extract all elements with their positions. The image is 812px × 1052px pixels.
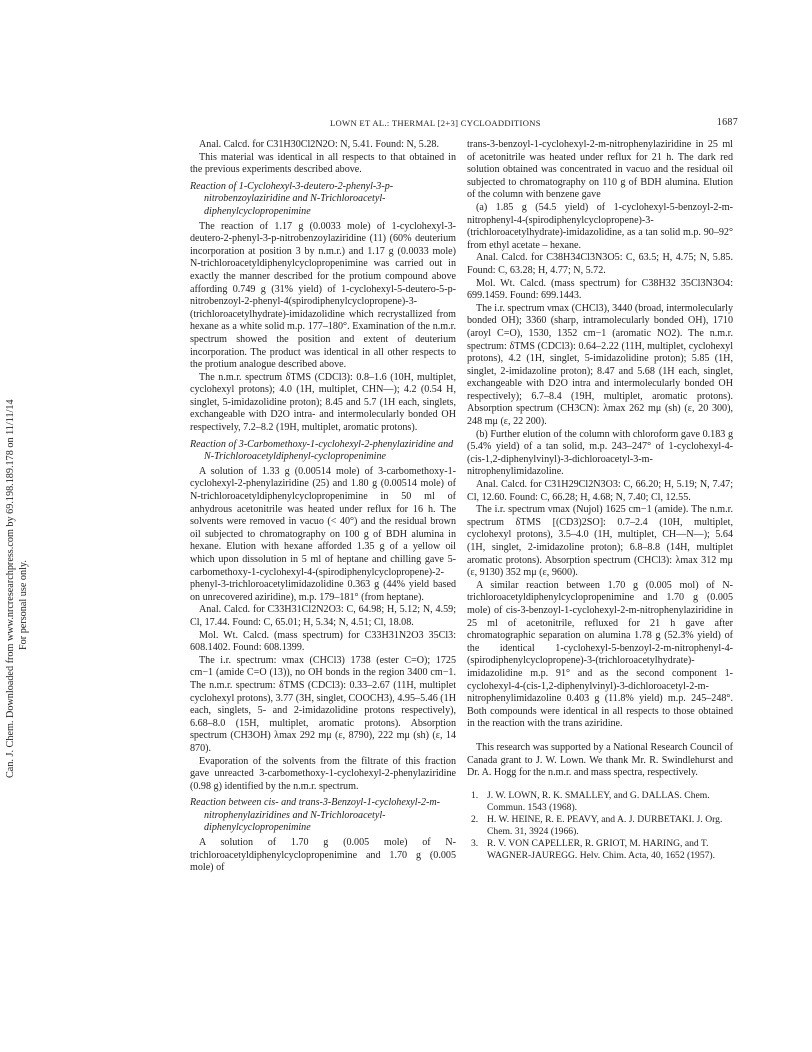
reference-text: J. W. LOWN, R. K. SMALLEY, and G. DALLAS. Chem. Commun. 1543 (1968). (487, 789, 710, 813)
running-head: LOWN ET AL.: THERMAL [2+3] CYCLOADDITIONS (330, 118, 541, 128)
paragraph: Mol. Wt. Calcd. (mass spectrum) for C38H32 35Cl3N3O4: 699.1459. Found: 699.1443. (467, 277, 733, 302)
section-heading: Reaction of 3-Carbomethoxy-1-cyclohexyl-2-phenylaziridine and N-Trichloroacetyldiphenyl-cyclopropenimine (190, 438, 454, 463)
paragraph: This material was identical in all respects to that obtained in the previous experiments described above. (190, 151, 456, 176)
reference-item (467, 790, 733, 814)
paragraph: Anal. Calcd. for C31H29Cl2N3O3: C, 66.20; H, 5.19; N, 7.47; Cl, 12.60. Found: C, 66.28; H, 4.68; N, 7.40; Cl, 12.55. (467, 479, 733, 503)
paragraph: (b) Further elution of the column with chloroform gave 0.183 g (5.4% yield) of a tan solid, m.p. 243–247° of 1-cyclohexyl-4-(cis-1,2-diphenylvinyl)-3-dichloroacetyl-3-m-nitrophenylimidazoline. (467, 428, 733, 478)
page-header (178, 118, 738, 132)
reference-text: H. W. HEINE, R. E. PEAVY, and A. J. DURBETAKI. J. Org. Chem. 31, 3924 (1966). (487, 813, 723, 837)
paragraph: (a) 1.85 g (54.5 yield) of 1-cyclohexyl-5-benzoyl-2-m-nitrophenyl-4-(spirodiphenylcyclopropene)-3-(trichloroacetylhydrate)-imidazolidine, as a tan solid m.p. 90–92° from ethyl acetate – hexane. (467, 201, 733, 251)
paragraph: trans-3-benzoyl-1-cyclohexyl-2-m-nitrophenylaziridine in 25 ml of acetonitrile was heated under reflux for 21 h. The dark red solution obtained was concentrated in vacuo and the residual oil subjected to chromatography on 110 g of BDH alumina. Elution of the column with benzene gave (467, 139, 733, 201)
paragraph: The i.r. spectrum νmax (CHCl3), 3440 (broad, intermolecularly bonded OH); 3360 (sharp, intramolecularly bonded OH), 1710 (aroyl C=O), 1530, 1352 cm−1 (aromatic NO2). The n.m.r. spectrum: δTMS (CDCl3): 0.64–2.22 (11H, multiplet, cyclohexyl protons), 4.2 (1H, singlet, 5-imidazolidine proton); 5.85 (1H, singlet, 2-imidazoline proton); 8.47 and 5.68 (1H each, singlet, exchangeable with D2O intra and intermolecularly bonded OH respectively); 6.7–8.4 (19H, multiplet, aromatic protons). Absorption spectrum (CH3CN): λmax 262 mμ (sh) (ε, 20 300), 248 mμ (ε, 22 200). (467, 302, 733, 428)
left-column (190, 139, 456, 875)
paragraph: The i.r. spectrum: νmax (CHCl3) 1738 (ester C=O); 1725 cm−1 (amide C=O (13)), no OH bonds in the region 3400 cm−1. The n.m.r. spectrum: δTMS (CDCl3): 0.33–2.67 (11H, multiplet cyclohexyl protons), 3.77 (3H, singlet, COOCH3), 4.95–5.46 (1H each, singlets, 5- and 2-imidazolidine protons respectively), 6.68–8.0 (15H, multiplet, aromatic protons). Absorption spectrum (CH3OH) λmax 292 mμ (ε, 8790), 222 mμ (sh) (ε, 14 870). (190, 654, 456, 754)
acknowledgement: This research was supported by a National Research Council of Canada grant to J. W. Lown. We thank Mr. R. Swindlehurst and Dr. A. Hogg for the n.m.r. and mass spectra, respectively. (467, 741, 733, 779)
reference-item (467, 838, 733, 862)
download-watermark (4, 0, 34, 778)
paragraph: A similar reaction between 1.70 g (0.005 mol) of N-trichloroacetyldiphenylcyclopropenimine and 1.70 g (0.005 mole) of cis-3-benzoyl-1-cyclohexyl-2-m-nitrophenylaziridine in 25 ml of acetonitrile, refluxed for 21 h gave after chromatographic separation on alumina 1.78 g (52.3% yield) of the identical 1-cyclohexyl-5-benzoyl-2-m-nitrophenyl-4-(spirodiphenylcyclopropene)-3-(trichloroacetylhydrate)-imidazolidine m.p. 91° and as the second component 1-cyclohexyl-4-(cis-1,2-diphenylvinyl)-3-dichloroacetyl-2-m-nitrophenylimidazoline 0.403 g (11.8% yield) m.p. 245–248°. Both compounds were identical in all respects to those obtained in the reaction with the trans aziridine. (467, 579, 733, 730)
paragraph: Evaporation of the solvents from the filtrate of this fraction gave unreacted 3-carbomethoxy-1-cyclohexyl-2-phenylaziridine (0.98 g) identified by the n.m.r. spectrum. (190, 755, 456, 792)
reference-list (467, 790, 733, 862)
paragraph: The n.m.r. spectrum δTMS (CDCl3): 0.8–1.6 (10H, multiplet, cyclohexyl protons); 4.0 (1H, multiplet, CHN—); 4.2 (0.54 H, singlet, 5-imidazolidine proton); 8.45 and 5.7 (1H each, singlets, exchangeable with D2O intra- and intermolecularly bonded OH respectively, 7.2–8.2 (19H, multiplet, aromatic protons). (190, 371, 456, 434)
reference-number: 1. (471, 789, 479, 801)
page-number: 1687 (716, 117, 738, 128)
watermark-line-source: Can. J. Chem. Downloaded from www.nrcresearchpress.com by 69.198.189.178 on 11/11/14 (5, 399, 16, 778)
section-heading: Reaction of 1-Cyclohexyl-3-deutero-2-phenyl-3-p-nitrobenzoylaziridine and N-Trichloroacetyl-diphenylcyclopropenimine (190, 180, 394, 217)
reference-number: 2. (471, 813, 479, 825)
paragraph: A solution of 1.70 g (0.005 mole) of N-trichloroacetyldiphenylcyclopropenimine and 1.70 g (0.005 mole) of (190, 837, 456, 874)
paragraph: The i.r. spectrum νmax (Nujol) 1625 cm−1 (amide). The n.m.r. spectrum δTMS [(CD3)2SO]: 0.7–2.4 (10H, multiplet, cyclohexyl protons), 3.5–4.0 (1H, multiplet, CH—N—); 5.64 (1H, singlet, 2-imidazoline proton); 6.8–8.8 (14H, multiplet aromatic protons). Absorption spectrum (CHCl3): λmax 312 mμ (ε, 9130) 352 mμ (ε, 9600). (467, 504, 733, 579)
paragraph: Anal. Calcd. for C38H34Cl3N3O5: C, 63.5; H, 4.75; N, 5.85. Found: C, 63.28; H, 4.77; N, 5.72. (467, 252, 733, 276)
paragraph: Anal. Calcd. for C31H30Cl2N2O: N, 5.41. Found: N, 5.28. (199, 139, 439, 150)
watermark-line-personal-use: For personal use only. (18, 560, 29, 650)
reference-text: R. V. VON CAPELLER, R. GRIOT, M. HARING, and T. WAGNER-JAUREGG. Helv. Chim. Acta, 40, 1652 (1957). (487, 837, 716, 861)
reference-number: 3. (471, 837, 479, 849)
section-heading: Reaction between cis- and trans-3-Benzoyl-1-cyclohexyl-2-m-nitrophenylaziridines and N-Trichloroacetyl-diphenylcyclopropenimine (190, 797, 441, 834)
right-column (467, 139, 733, 862)
paragraph: A solution of 1.33 g (0.00514 mole) of 3-carbomethoxy-1-cyclohexyl-2-phenylaziridine (25) and 1.80 g (0.00514 mole) of N-trichloroacetyldiphenylcyclopropenimine in 50 ml of anhydrous acetonitrile was heated under reflux for 16 h. The solvents were removed in vacuo (< 40°) and the residual brown oil subjected to chromatography on 100 g of BDH alumina in hexane. Elution with hexane afforded 1.35 g of a yellow oil which upon dissolution in 5 ml of heptane and chilling gave 5-carbomethoxy-1-cyclohexyl-4-(spirodiphenylcyclopropene)-2-phenyl-3-trichloroacetylimidazolidine 0.363 g (44% yield based on unrecovered aziridine), m.p. 179–181° (from heptane). (190, 465, 456, 603)
paragraph: Mol. Wt. Calcd. (mass spectrum) for C33H31N2O3 35Cl3: 608.1402. Found: 608.1399. (190, 629, 456, 654)
paragraph: Anal. Calcd. for C33H31Cl2N2O3: C, 64.98; H, 5.12; N, 4.59; Cl, 17.44. Found: C, 65.01; H, 5.34; N, 4.51; Cl, 18.08. (190, 604, 456, 628)
paragraph: The reaction of 1.17 g (0.0033 mole) of 1-cyclohexyl-3-deutero-2-phenyl-3-p-nitrobenzoylaziridine (11) (60% deuterium incorporation at position 3 by n.m.r.) and 1.17 g (0.0033 mole) N-trichloroacetyldiphenylcyclopropenimine was carried out in exactly the manner described for the protium compound above affording 0.749 g (31% yield) of 1-cyclohexyl-5-deutero-5-p-nitrobenzoyl-2-phenyl-4(spirodiphenylcyclopropene)-3-(trichloroacetylhydrate)-imidazolidine which recrystallized from hexane as a white solid m.p. 177–180°. Examination of the n.m.r. spectrum showed the position and extent of deuterium incorporation. The product was identical in all other respects to the protium analogue described above. (190, 220, 456, 371)
reference-item (467, 814, 733, 838)
